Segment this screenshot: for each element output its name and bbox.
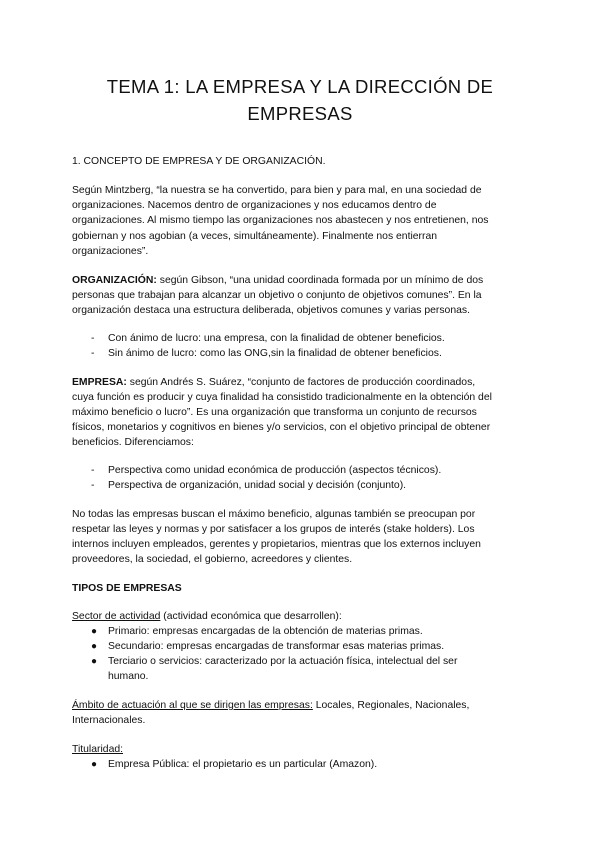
text-line: máximo beneficio o lucro”. Es una organización que transforma un conjunto de recursos bbox=[72, 407, 477, 418]
text-line bbox=[72, 698, 534, 713]
bullet-marker: ● bbox=[91, 656, 98, 667]
list-item-text: Secundario: empresas encargadas de transformar esas materias primas. bbox=[108, 641, 445, 652]
heading-text: TIPOS DE EMPRESAS bbox=[72, 583, 182, 594]
bullet-marker: ● bbox=[91, 626, 98, 637]
bullet-marker: ● bbox=[91, 641, 98, 652]
text-line: Internacionales. bbox=[72, 715, 146, 726]
text-span: según Andrés S. Suárez, “conjunto de factores de producción coordinados, bbox=[126, 377, 476, 388]
text-line bbox=[72, 273, 534, 288]
dash-marker: - bbox=[91, 348, 95, 359]
list-item-text: Empresa Pública: el propietario es un particular (Amazon). bbox=[108, 759, 378, 770]
section-heading-tipos bbox=[72, 581, 534, 596]
term-organizacion: ORGANIZACIÓN: bbox=[72, 275, 157, 286]
dash-marker: - bbox=[91, 465, 95, 476]
text-line: cuya función es producir y cuya finalidad ha consistido tradicionalmente en la obtención del bbox=[72, 392, 492, 403]
list-item-text: Perspectiva de organización, unidad social y decisión (conjunto). bbox=[108, 480, 407, 491]
text-line: organizaciones. Al mismo tiempo las organizaciones nos abastecen y nos entretienen, nos bbox=[72, 215, 489, 226]
dash-marker: - bbox=[91, 333, 95, 344]
text-span: según Gibson, “una unidad coordinada formada por un mínimo de dos bbox=[156, 275, 484, 286]
list-item-text: Perspectiva como unidad económica de producción (aspectos técnicos). bbox=[108, 465, 442, 476]
sector-heading bbox=[72, 609, 534, 624]
text-line bbox=[72, 375, 534, 390]
text-line: proveedores, la sociedad, el gobierno, acreedores y clientes. bbox=[72, 554, 353, 565]
text-line: Según Mintzberg, “la nuestra se ha convertido, para bien y para mal, en una sociedad de bbox=[72, 185, 482, 196]
page-title bbox=[60, 73, 540, 127]
list-item-text: Con ánimo de lucro: una empresa, con la finalidad de obtener beneficios. bbox=[108, 333, 445, 344]
section-heading-concepto: 1. CONCEPTO DE EMPRESA Y DE ORGANIZACIÓN. bbox=[72, 156, 326, 167]
ambito-label: Ámbito de actuación al que se dirigen las empresas: bbox=[72, 700, 313, 711]
text-line: personas que trabajan para alcanzar un objetivo o conjunto de objetivos comunes”. En la bbox=[72, 290, 482, 301]
sector-label: Sector de actividad bbox=[72, 611, 161, 622]
text-line: organizaciones”. bbox=[72, 246, 149, 257]
text-span: (actividad económica que desarrollen): bbox=[160, 611, 342, 622]
text-line: respetar las leyes y normas y por satisfacer a los grupos de interés (stake holders). Los bbox=[72, 524, 475, 535]
text-line: organización destaca una estructura deliberada, objetivos comunes y varias personas. bbox=[72, 305, 470, 316]
text-line: No todas las empresas buscan el máximo beneficio, algunas también se preocupan por bbox=[72, 509, 476, 520]
titularidad-label: Titularidad: bbox=[72, 744, 124, 755]
dash-marker: - bbox=[91, 480, 95, 491]
list-item-text: Terciario o servicios: caracterizado por la actuación física, intelectual del ser bbox=[108, 656, 458, 667]
list-item-text: humano. bbox=[108, 671, 149, 682]
text-line: físicos, monetarios y cognitivos en bienes y/o servicios, con el objetivo principal de obtener bbox=[72, 422, 491, 433]
text-line: internos incluyen empleados, gerentes y propietarios, mientras que los externos incluyen bbox=[72, 539, 481, 550]
titularidad-heading bbox=[72, 742, 534, 757]
term-empresa: EMPRESA: bbox=[72, 377, 127, 388]
title-line-1: TEMA 1: LA EMPRESA Y LA DIRECCIÓN DE bbox=[106, 76, 494, 97]
text-line: gobiernan y nos agobian (a veces, simultáneamente). Finalmente nos entierran bbox=[72, 231, 438, 242]
title-line-2: EMPRESAS bbox=[247, 103, 353, 124]
text-span: Locales, Regionales, Nacionales, bbox=[312, 700, 470, 711]
list-item-text: Sin ánimo de lucro: como las ONG,sin la finalidad de obtener beneficios. bbox=[108, 348, 442, 359]
text-line: organizaciones. Nacemos dentro de organizaciones y nos educamos dentro de bbox=[72, 200, 437, 211]
list-item-text: Primario: empresas encargadas de la obtención de materias primas. bbox=[108, 626, 423, 637]
text-line: beneficios. Diferenciamos: bbox=[72, 437, 194, 448]
bullet-marker: ● bbox=[91, 759, 98, 770]
